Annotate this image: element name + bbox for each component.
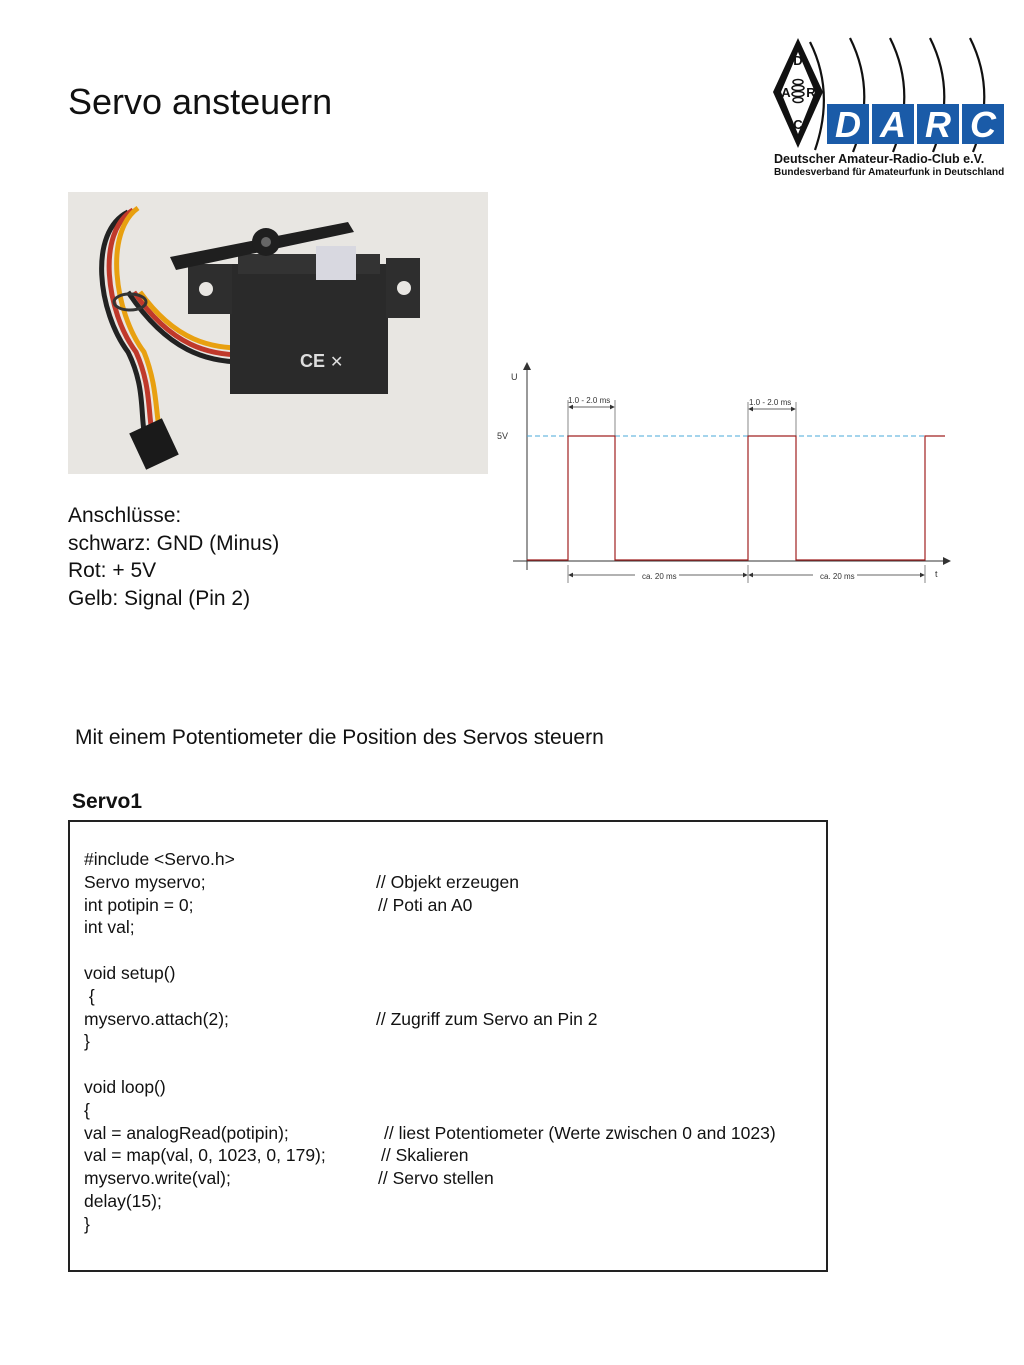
- ce-mark-text: CE: [300, 351, 326, 371]
- code-line: [84, 1030, 816, 1053]
- logo-diamond-letter-a: A: [781, 85, 791, 100]
- connections-list: [68, 502, 279, 612]
- code-line: [84, 894, 816, 917]
- pwm-signal-graphic: [495, 355, 955, 595]
- logo-letter-a: A: [880, 104, 906, 145]
- code-line: [84, 1144, 816, 1167]
- code-line: [84, 1076, 816, 1099]
- code-statement: myservo.write(val);: [84, 1168, 231, 1189]
- program-title: Servo1: [72, 790, 143, 813]
- logo-letter-d: D: [835, 104, 861, 145]
- code-statement: delay(15);: [84, 1190, 162, 1211]
- code-listing-box: [68, 820, 828, 1272]
- code-statement: {: [84, 1099, 90, 1120]
- code-statement: void loop(): [84, 1076, 166, 1097]
- disposal-mark: ✕: [330, 354, 344, 371]
- code-comment: // Objekt erzeugen: [376, 871, 519, 892]
- y-axis-label: U: [511, 372, 518, 382]
- code-statement: myservo.attach(2);: [84, 1008, 229, 1029]
- code-statement: }: [84, 1031, 90, 1052]
- pwm-signal-diagram: [495, 355, 955, 595]
- code-line: [84, 1099, 816, 1122]
- code-line: [84, 916, 816, 939]
- code-statement: int val;: [84, 917, 135, 938]
- code-comment: // Skalieren: [381, 1145, 469, 1166]
- logo-diamond-letter-c: C: [793, 117, 803, 132]
- connections-heading: Anschlüsse:: [68, 504, 182, 527]
- x-axis-label: t: [935, 569, 938, 579]
- code-line: [84, 871, 816, 894]
- code-comment: // Zugriff zum Servo an Pin 2: [376, 1008, 598, 1029]
- pulse-width-label-1: 1.0 - 2.0 ms: [568, 396, 611, 405]
- servo-motor-image: [68, 192, 488, 474]
- logo-letter-c: C: [970, 104, 996, 145]
- period-label-2: ca. 20 ms: [820, 572, 855, 581]
- code-comment: // Servo stellen: [378, 1168, 494, 1189]
- logo-diamond-letter-d: D: [793, 53, 803, 68]
- level-label: 5V: [497, 431, 509, 441]
- connection-item-yellow: Gelb: Signal (Pin 2): [68, 586, 251, 610]
- code-statement: void setup(): [84, 962, 176, 983]
- code-comment: // Poti an A0: [378, 894, 473, 915]
- pwm-signal-trace: [527, 436, 945, 560]
- code-line: [84, 1213, 816, 1236]
- code-line: [84, 848, 816, 871]
- code-line: [84, 1167, 816, 1190]
- code-statement: int potipin = 0;: [84, 894, 194, 915]
- code-statement: val = analogRead(potipin);: [84, 1122, 289, 1143]
- code-line: [84, 985, 816, 1008]
- code-statement: }: [84, 1213, 90, 1234]
- code-line: [84, 1008, 816, 1031]
- code-line: [84, 939, 816, 962]
- org-name: Deutscher Amateur-Radio-Club e.V.: [774, 152, 985, 166]
- period-label-1: ca. 20 ms: [642, 572, 677, 581]
- logo-letter-r: R: [925, 104, 951, 145]
- logo-diamond-letter-r: R: [806, 85, 816, 100]
- servo-photo: [68, 192, 488, 474]
- code-line: [84, 1122, 816, 1145]
- code-comment: // liest Potentiometer (Werte zwischen 0 and 1023): [384, 1122, 776, 1143]
- page-title: Servo ansteuern: [68, 81, 333, 122]
- code-line: [84, 1190, 816, 1213]
- code-line: [84, 1053, 816, 1076]
- pulse-width-label-2: 1.0 - 2.0 ms: [749, 398, 792, 407]
- code-statement: Servo myservo;: [84, 871, 206, 892]
- connection-item-black: schwarz: GND (Minus): [68, 531, 280, 555]
- connection-item-red: Rot: + 5V: [68, 559, 157, 582]
- org-subtitle: Bundesverband für Amateurfunk in Deutschland: [774, 167, 1005, 178]
- code-statement: {: [84, 985, 95, 1006]
- code-lines: [84, 848, 816, 1236]
- code-statement: val = map(val, 0, 1023, 0, 179);: [84, 1145, 326, 1166]
- section-subheading: Mit einem Potentiometer die Position des Servos steuern: [75, 726, 604, 749]
- code-line: [84, 962, 816, 985]
- code-statement: #include <Servo.h>: [84, 849, 235, 869]
